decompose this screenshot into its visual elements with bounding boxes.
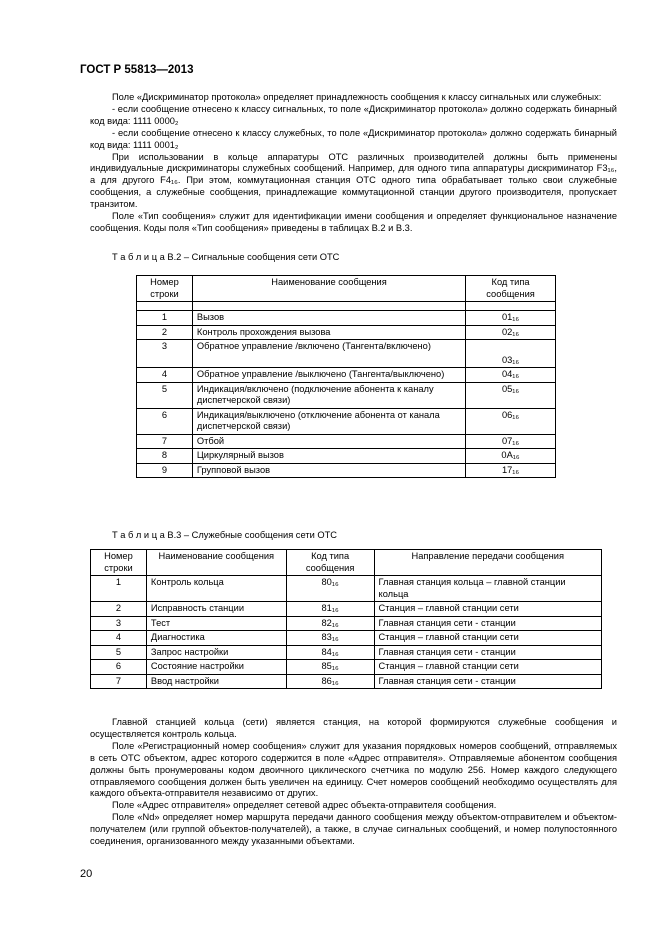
table-row bbox=[137, 311, 556, 326]
table-row bbox=[91, 602, 602, 617]
paragraph: Поле «Nd» определяет номер маршрута передачи данного сообщения между объектом-отправителем и объектом-получателем (или группой объектов-получателей), а также, в случае сигнальных сообщений, и номер полупостоянного соединения, организованного между указанными объектами. bbox=[90, 812, 617, 847]
paragraph: Поле «Тип сообщения» служит для идентификации имени сообщения и определяет функциональное назначение сообщения. Коды поля «Тип сообщения» приведены в таблицах В.2 и В.3. bbox=[90, 211, 617, 233]
table-cell: 84₁₆ bbox=[286, 645, 374, 660]
table-header-row bbox=[137, 276, 556, 302]
outro-text bbox=[90, 717, 617, 848]
table-row bbox=[91, 631, 602, 646]
table-cell: Запрос настройки bbox=[146, 645, 286, 660]
table-cell: 5 bbox=[137, 382, 193, 408]
table-cell: 7 bbox=[91, 674, 147, 689]
table-cell: 83₁₆ bbox=[286, 631, 374, 646]
table-cell: 86₁₆ bbox=[286, 674, 374, 689]
column-header: Номер строки bbox=[137, 276, 193, 302]
table-cell: Состояние настройки bbox=[146, 660, 286, 675]
table-cell: 5 bbox=[91, 645, 147, 660]
table-cell: Главная станция сети - станции bbox=[374, 674, 601, 689]
table-cell: Обратное управление /включено (Тангента/включено) bbox=[192, 340, 465, 368]
table-cell: 81₁₆ bbox=[286, 602, 374, 617]
column-header: Направление передачи сообщения bbox=[374, 550, 601, 576]
table-cell: 2 bbox=[137, 325, 193, 340]
table-cell: 85₁₆ bbox=[286, 660, 374, 675]
table-cell: 0A₁₆ bbox=[466, 449, 556, 464]
table-cell: Диагностика bbox=[146, 631, 286, 646]
column-header: Код типа сообщения bbox=[466, 276, 556, 302]
table2-caption: Т а б л и ц а В.2 – Сигнальные сообщения сети ОТС bbox=[112, 252, 340, 262]
table-spacer-row bbox=[137, 302, 556, 311]
table-cell: 80₁₆ bbox=[286, 576, 374, 602]
paragraph: При использовании в кольце аппаратуры ОТС различных производителей должны быть применены индивидуальные дискриминаторы служебных сообщений. Например, для одного типа аппаратуры дискриминатор F3₁₆, а для другого F4₁₆. При этом, коммутационная станция ОТС одного типа обрабатывает только свои служебные сообщения, а служебные сообщения, принадлежащие коммутационной станции другого производителя, пропускает транзитом. bbox=[90, 151, 617, 210]
table-row bbox=[137, 325, 556, 340]
table-row bbox=[137, 463, 556, 478]
table-row bbox=[137, 408, 556, 434]
table-cell: Циркулярный вызов bbox=[192, 449, 465, 464]
paragraph: Поле «Дискриминатор протокола» определяет принадлежность сообщения к классу сигнальных или служебных: bbox=[112, 92, 602, 102]
table-cell: 07₁₆ bbox=[466, 434, 556, 449]
table-cell: Обратное управление /выключено (Тангента/выключено) bbox=[192, 368, 465, 383]
table-cell: Вызов bbox=[192, 311, 465, 326]
table-row bbox=[91, 660, 602, 675]
table-cell: 1 bbox=[137, 311, 193, 326]
table-cell: Контроль кольца bbox=[146, 576, 286, 602]
table-cell: Тест bbox=[146, 616, 286, 631]
paragraph: Поле «Регистрационный номер сообщения» служит для указания порядковых номеров сообщений, отправляемых в сеть ОТС объектом, адрес которого содержится в поле «Адрес отправителя». Отправляемые абонентом сообщения должны быть пронумерованы кодом двоичного циклического счетчика по модулю 256. Номер каждого следующего отправляемого сообщения должен быть увеличен на единицу. Счет номеров сообщений необходимо осуществлять для каждого объекта-отправителя независимо от других. bbox=[90, 740, 617, 799]
table-cell: 01₁₆ bbox=[466, 311, 556, 326]
table-cell: 6 bbox=[137, 408, 193, 434]
table-cell: Групповой вызов bbox=[192, 463, 465, 478]
table-cell: 3 bbox=[137, 340, 193, 368]
table-cell: 1 bbox=[91, 576, 147, 602]
table-row bbox=[91, 616, 602, 631]
table-row bbox=[137, 340, 556, 368]
table-cell: Индикация/включено (подключение абонента к каналу диспетчерской связи) bbox=[192, 382, 465, 408]
paragraph: - если сообщение отнесено к классу служебных, то поле «Дискриминатор протокола» должно содержать бинарный код вида: 1111 0001₂ bbox=[90, 127, 617, 150]
table-cell: 17₁₆ bbox=[466, 463, 556, 478]
intro-text bbox=[90, 92, 617, 235]
table-cell: Индикация/выключено (отключение абонента от канала диспетчерской связи) bbox=[192, 408, 465, 434]
table3 bbox=[90, 549, 602, 689]
page-number: 20 bbox=[80, 868, 93, 880]
table-cell: Главная станция сети - станции bbox=[374, 645, 601, 660]
paragraph: Поле «Адрес отправителя» определяет сетевой адрес объекта-отправителя сообщения. bbox=[112, 800, 497, 811]
table-cell: Станция – главной станции сети bbox=[374, 631, 601, 646]
table-cell: Станция – главной станции сети bbox=[374, 660, 601, 675]
table-cell: Ввод настройки bbox=[146, 674, 286, 689]
table-cell: 2 bbox=[91, 602, 147, 617]
table-cell: 82₁₆ bbox=[286, 616, 374, 631]
table-row bbox=[91, 645, 602, 660]
column-header: Наименование сообщения bbox=[146, 550, 286, 576]
table-cell: 6 bbox=[91, 660, 147, 675]
column-header: Наименование сообщения bbox=[192, 276, 465, 302]
paragraph: - если сообщение отнесено к классу сигнальных, то поле «Дискриминатор протокола» должно содержать бинарный код вида: 1111 0000₂ bbox=[90, 103, 617, 126]
table-cell: 3 bbox=[91, 616, 147, 631]
column-header: Код типа сообщения bbox=[286, 550, 374, 576]
table-cell: 02₁₆ bbox=[466, 325, 556, 340]
table-cell: 06₁₆ bbox=[466, 408, 556, 434]
table2 bbox=[136, 275, 556, 478]
table-row bbox=[137, 368, 556, 383]
table-header-row bbox=[91, 550, 602, 576]
table-cell: 03₁₆ bbox=[466, 340, 556, 368]
table-row bbox=[91, 674, 602, 689]
table-row bbox=[137, 434, 556, 449]
table-cell: Главная станция кольца – главной станции кольца bbox=[374, 576, 601, 602]
table-cell: 4 bbox=[91, 631, 147, 646]
table-row bbox=[137, 382, 556, 408]
table-cell: 9 bbox=[137, 463, 193, 478]
table-cell: Отбой bbox=[192, 434, 465, 449]
table-cell: 7 bbox=[137, 434, 193, 449]
table-cell: 04₁₆ bbox=[466, 368, 556, 383]
table-cell: Станция – главной станции сети bbox=[374, 602, 601, 617]
table-cell: 4 bbox=[137, 368, 193, 383]
document-header: ГОСТ Р 55813—2013 bbox=[80, 64, 194, 76]
table-cell: Исправность станции bbox=[146, 602, 286, 617]
paragraph: Главной станцией кольца (сети) является станция, на которой формируются служебные сообщения и осуществляется контроль кольца. bbox=[90, 717, 617, 739]
column-header: Номер строки bbox=[91, 550, 147, 576]
table-cell: 8 bbox=[137, 449, 193, 464]
table-row bbox=[91, 576, 602, 602]
table-cell: Главная станция сети - станции bbox=[374, 616, 601, 631]
table-cell: Контроль прохождения вызова bbox=[192, 325, 465, 340]
table-cell: 05₁₆ bbox=[466, 382, 556, 408]
table-row bbox=[137, 449, 556, 464]
table3-caption: Т а б л и ц а В.3 – Служебные сообщения сети ОТС bbox=[112, 530, 337, 540]
